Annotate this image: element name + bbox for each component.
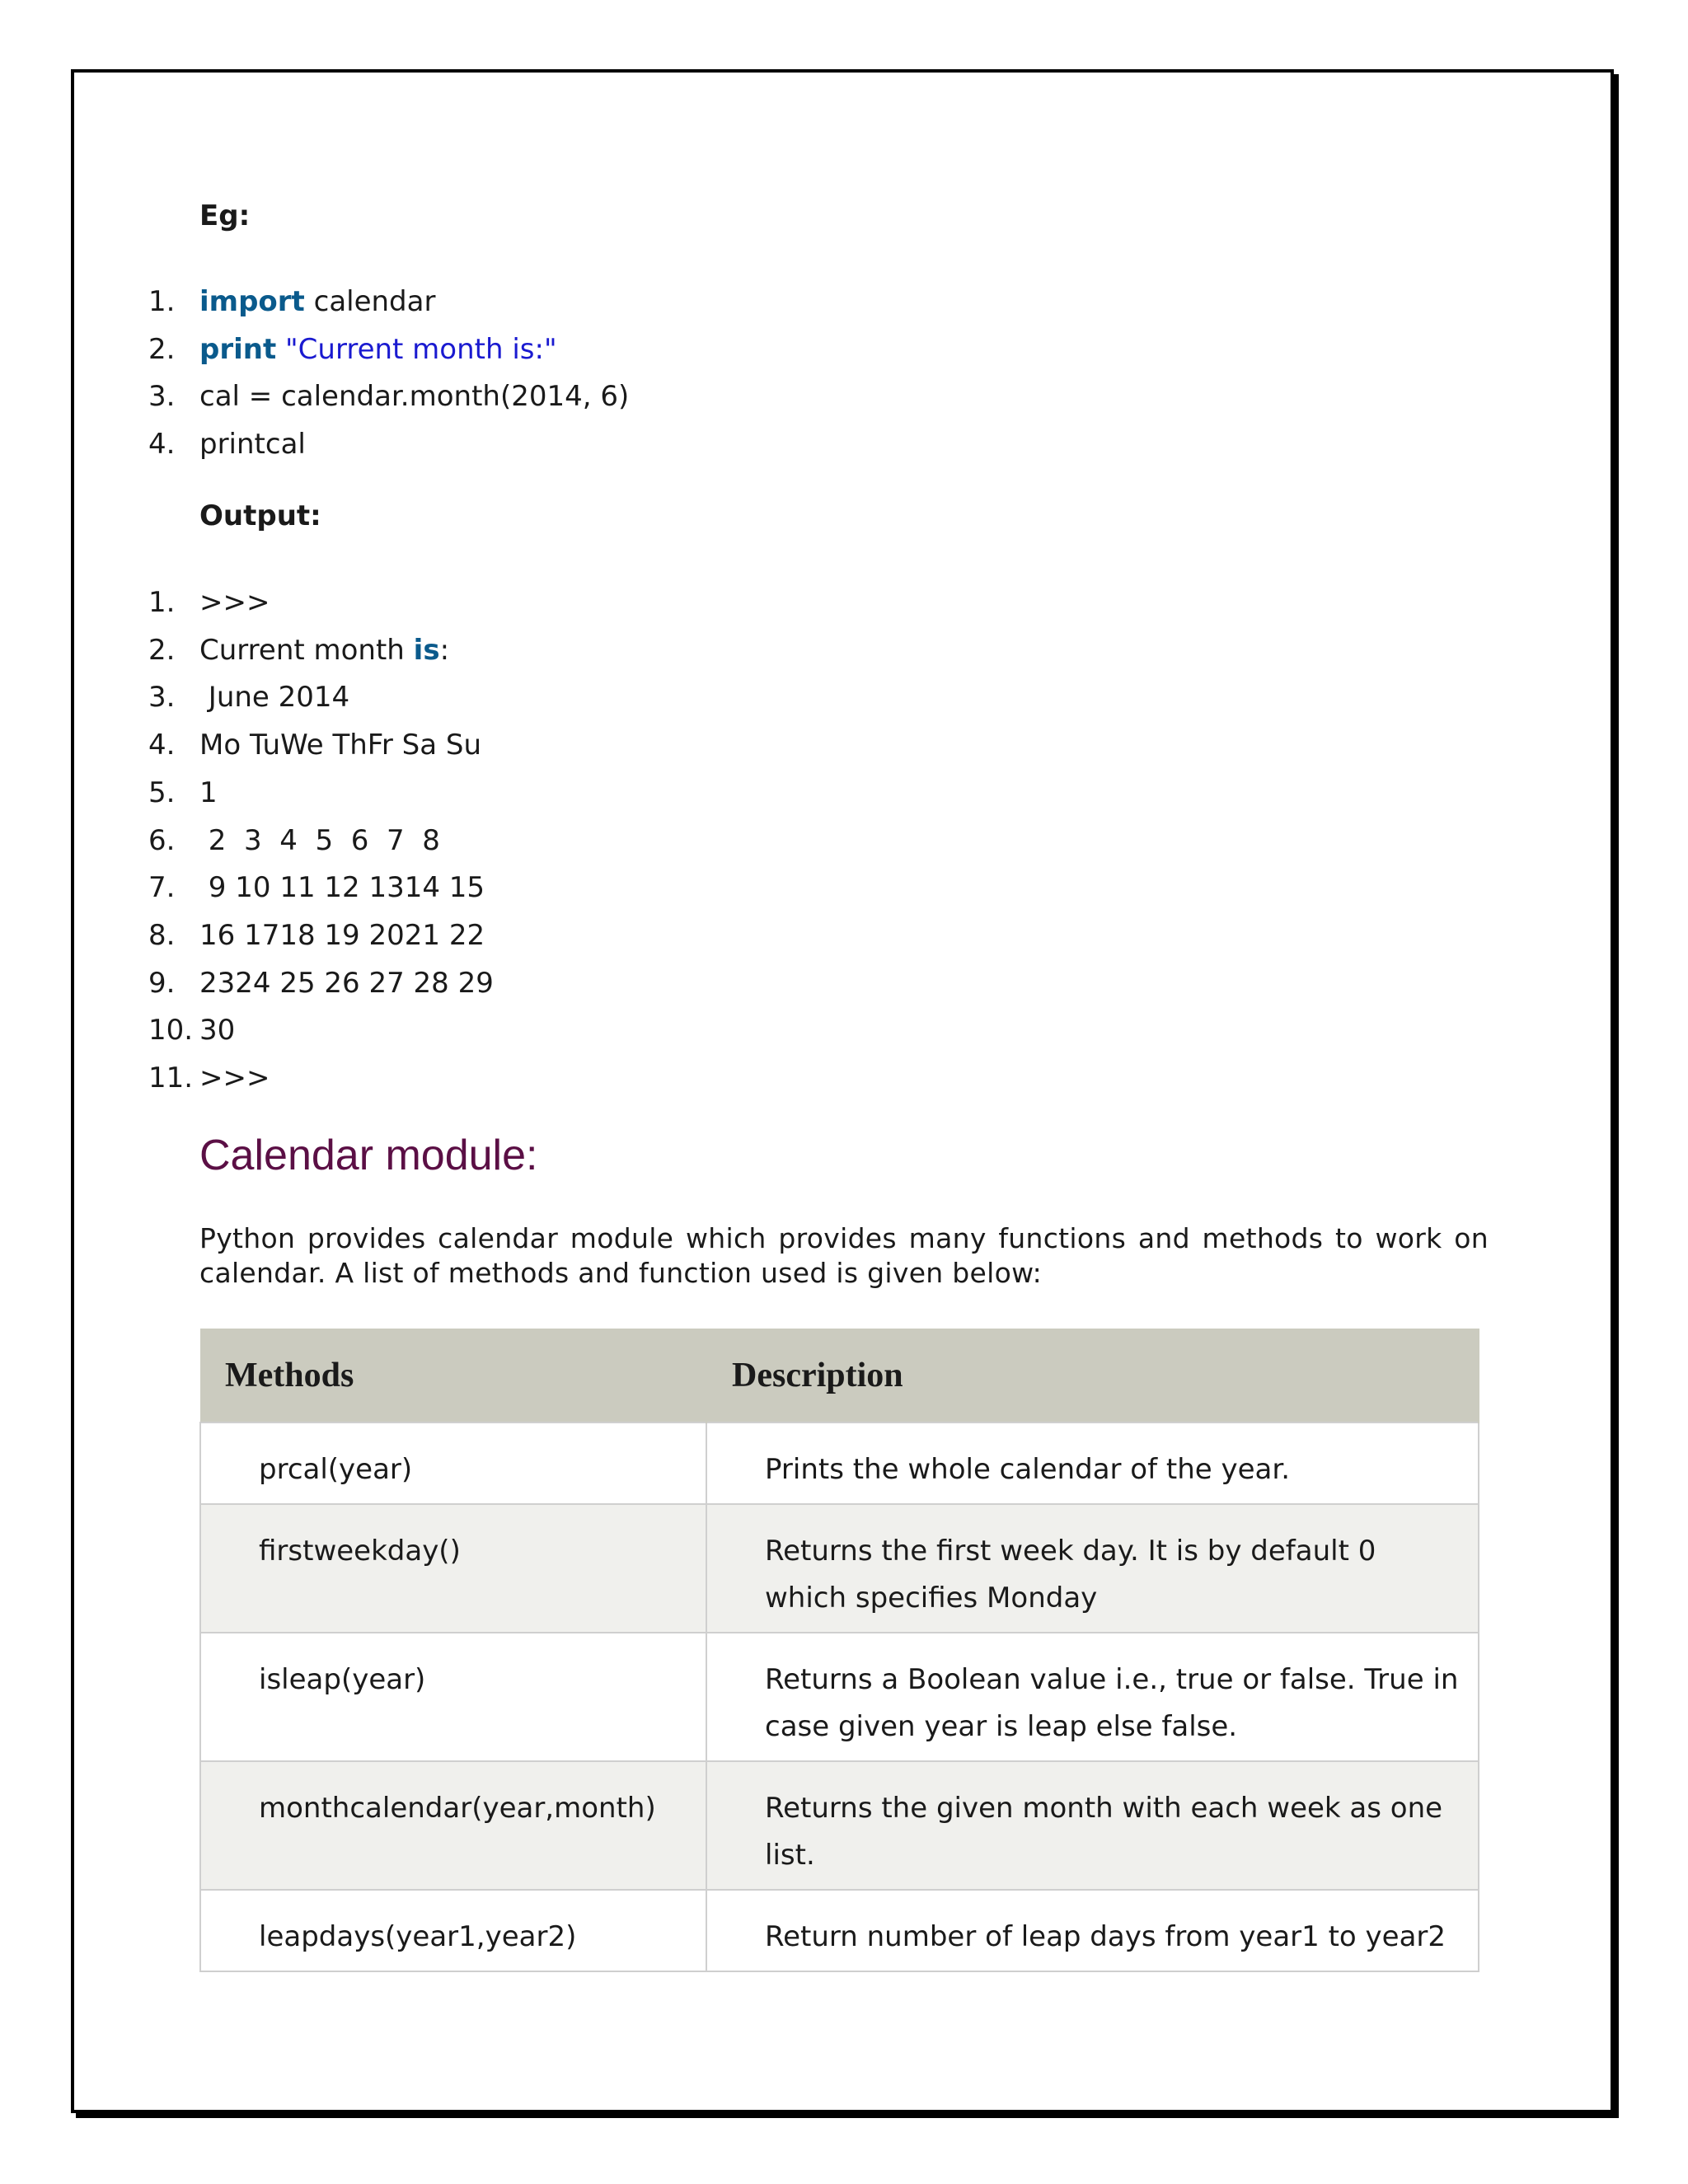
method-cell: firstweekday() xyxy=(200,1504,706,1633)
method-cell: prcal(year) xyxy=(200,1422,706,1504)
example-label: Eg: xyxy=(199,199,251,232)
method-cell: leapdays(year1,year2) xyxy=(200,1890,706,1971)
output-line: 2. Current month is: xyxy=(148,633,450,667)
code-line: 1. import calendar xyxy=(148,285,436,318)
table-row xyxy=(200,1633,1479,1761)
description-cell: Returns the given month with each week as one list. xyxy=(706,1761,1479,1890)
table-row xyxy=(200,1504,1479,1633)
description-cell: Returns a Boolean value i.e., true or false. True in case given year is leap else false. xyxy=(706,1633,1479,1761)
output-line: 3. June 2014 xyxy=(148,681,350,715)
output-line: 4. Mo TuWe ThFr Sa Su xyxy=(148,729,481,762)
table-header-row xyxy=(200,1329,1479,1422)
method-cell: isleap(year) xyxy=(200,1633,706,1761)
output-line: 7. 9 10 11 12 1314 15 xyxy=(148,871,485,905)
code-example-list xyxy=(140,279,629,469)
output-line: 8. 16 1718 19 2021 22 xyxy=(148,918,485,952)
methods-table xyxy=(199,1329,1479,1972)
intro-paragraph: Python provides calendar module which provides many functions and methods to work on calendar. A list of methods and function used is given below: xyxy=(199,1222,1489,1289)
description-cell: Return number of leap days from year1 to year2 xyxy=(706,1890,1479,1971)
output-line: 11. >>> xyxy=(148,1062,270,1095)
code-line: 4. printcal xyxy=(148,428,306,462)
output-line: 1. >>> xyxy=(148,586,270,619)
table-row xyxy=(200,1761,1479,1890)
table-row xyxy=(200,1422,1479,1504)
column-header-description: Description xyxy=(706,1329,1479,1422)
code-line: 2. print "Current month is:" xyxy=(148,332,557,366)
table-row xyxy=(200,1890,1479,1971)
column-header-methods: Methods xyxy=(200,1329,706,1422)
method-cell: monthcalendar(year,month) xyxy=(200,1761,706,1890)
description-cell: Returns the first week day. It is by default 0 which specifies Monday xyxy=(706,1504,1479,1633)
output-label: Output: xyxy=(199,499,321,532)
output-list xyxy=(140,579,494,1103)
output-line: 6. 2 3 4 5 6 7 8 xyxy=(148,823,440,857)
section-heading: Calendar module: xyxy=(199,1132,538,1179)
description-cell: Prints the whole calendar of the year. xyxy=(706,1422,1479,1504)
output-line: 10. 30 xyxy=(148,1014,236,1047)
output-line: 9. 2324 25 26 27 28 29 xyxy=(148,966,494,1000)
code-line: 3. cal = calendar.month(2014, 6) xyxy=(148,380,630,414)
output-line: 5. 1 xyxy=(148,776,218,809)
